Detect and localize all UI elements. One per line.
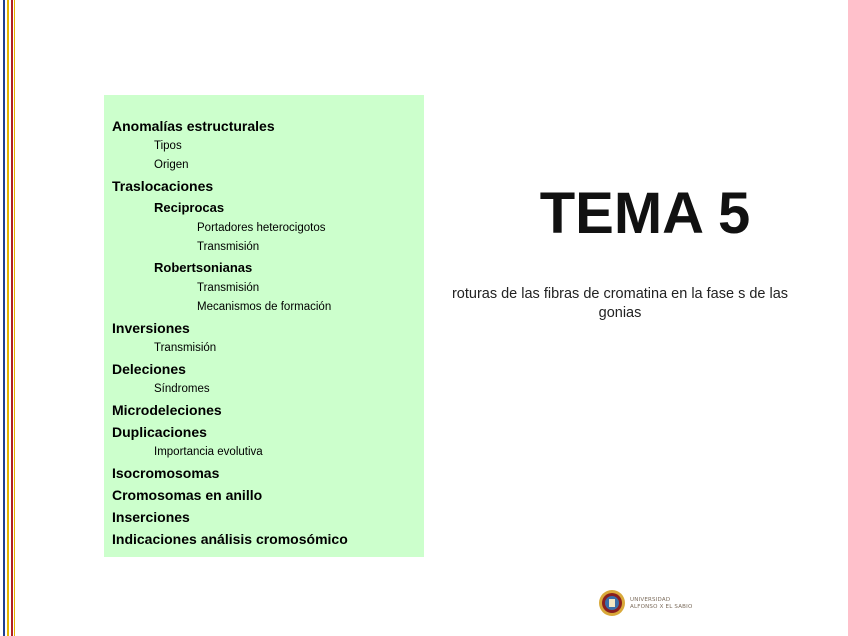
outline-item: Tipos — [154, 140, 182, 152]
outline-item: Transmisión — [197, 282, 260, 294]
topic-outline-list — [112, 115, 348, 550]
outline-item: Duplicaciones — [112, 424, 207, 440]
outline-item: Mecanismos de formación — [197, 301, 332, 313]
outline-item: Cromosomas en anillo — [112, 487, 263, 503]
university-name — [630, 597, 693, 611]
outline-item: Síndromes — [154, 383, 210, 395]
outline-item: Reciprocas — [154, 200, 225, 215]
university-seal-icon — [598, 589, 626, 617]
outline-item: Transmisión — [197, 241, 260, 253]
outline-item: Transmisión — [154, 342, 217, 354]
outline-item: Indicaciones análisis cromosómico — [112, 531, 348, 547]
outline-item: Inserciones — [112, 509, 190, 525]
outline-item: Origen — [154, 159, 189, 171]
decorative-edge-lines — [0, 0, 20, 636]
outline-item: Traslocaciones — [112, 178, 214, 194]
slide-subtitle: roturas de las fibras de cromatina en la fase s de las gonias — [451, 286, 789, 321]
university-name-line2: ALFONSO X EL SABIO — [630, 604, 693, 610]
outline-item: Robertsonianas — [154, 260, 253, 275]
university-logo — [598, 589, 718, 619]
slide-title: TEMA 5 — [539, 181, 751, 246]
outline-item: Isocromosomas — [112, 465, 220, 481]
university-name-line1: UNIVERSIDAD — [630, 597, 671, 603]
outline-item: Anomalías estructurales — [112, 118, 275, 134]
outline-item: Importancia evolutiva — [154, 446, 263, 458]
outline-item: Portadores heterocigotos — [197, 222, 326, 234]
topic-outline-box — [104, 95, 424, 557]
outline-item: Inversiones — [112, 320, 190, 336]
outline-item: Deleciones — [112, 361, 186, 377]
outline-item: Microdeleciones — [112, 402, 222, 418]
